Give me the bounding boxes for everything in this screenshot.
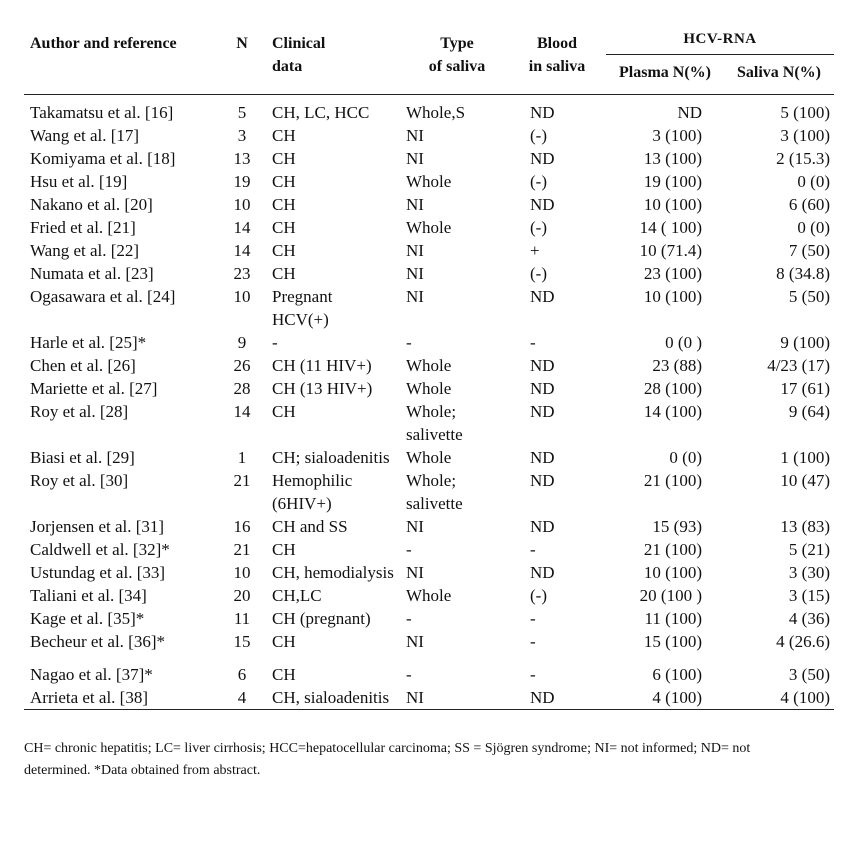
table-row <box>24 515 834 538</box>
cell-saliva: 0 (0) <box>797 218 830 237</box>
cell-blood: ND <box>530 195 555 214</box>
cell-blood: ND <box>530 356 555 375</box>
cell-type-line1: NI <box>406 563 424 582</box>
cell-type-line1: NI <box>406 126 424 145</box>
cell-clinical <box>266 193 406 216</box>
cell-clinical-line1: CH, LC, HCC <box>272 103 370 122</box>
cell-plasma: 6 (100) <box>652 665 702 684</box>
cell-type-line1: NI <box>406 149 424 168</box>
table-row <box>24 193 834 216</box>
cell-n: 26 <box>233 356 251 375</box>
header-blood <box>508 22 606 95</box>
cell-n: 4 <box>237 688 247 707</box>
cell-n: 6 <box>237 665 247 684</box>
cell-clinical-line1: CH <box>272 402 296 421</box>
cell-blood: - <box>530 665 536 684</box>
table-footnote <box>24 738 836 782</box>
cell-clinical-line1: CH, hemodialysis <box>272 563 394 582</box>
cell-saliva: 6 (60) <box>788 195 830 214</box>
cell-author: Kage et al. [35]* <box>30 609 145 628</box>
cell-clinical-line1: CH <box>272 632 296 651</box>
cell-clinical-line1: CH and SS <box>272 517 348 536</box>
cell-n: 9 <box>237 333 247 352</box>
cell-clinical-line1: CH <box>272 126 296 145</box>
cell-clinical <box>266 686 406 710</box>
table-row <box>24 124 834 147</box>
header-type-line1: Type <box>440 35 474 52</box>
cell-clinical <box>266 515 406 538</box>
header-saliva: Saliva N(%) <box>737 64 821 81</box>
cell-blood: ND <box>530 688 555 707</box>
footnote-line1: CH= chronic hepatitis; LC= liver cirrhosis; HCC=hepatocellular carcinoma; SS = Sjögren syndrome; NI= not informed; ND= not <box>24 741 751 756</box>
cell-author: Roy et al. [28] <box>30 402 129 421</box>
cell-type-line1: Whole <box>406 356 452 375</box>
cell-n: 1 <box>237 448 247 467</box>
cell-type <box>406 354 508 377</box>
cell-saliva: 4 (100) <box>780 688 830 707</box>
cell-n: 28 <box>233 379 251 398</box>
cell-type <box>406 331 508 354</box>
cell-blood: - <box>530 632 536 651</box>
cell-blood: ND <box>530 149 555 168</box>
cell-n: 16 <box>233 517 251 536</box>
cell-author: Ogasawara et al. [24] <box>30 287 176 306</box>
cell-saliva: 4 (36) <box>788 609 830 628</box>
table-row <box>24 101 834 124</box>
cell-type <box>406 377 508 400</box>
table-header <box>24 22 834 101</box>
cell-clinical-line2: HCV(+) <box>272 310 329 329</box>
cell-type <box>406 216 508 239</box>
cell-clinical <box>266 331 406 354</box>
cell-author: Harle et al. [25]* <box>30 333 147 352</box>
cell-clinical <box>266 239 406 262</box>
cell-n: 3 <box>237 126 247 145</box>
table-row <box>24 262 834 285</box>
cell-saliva: 1 (100) <box>780 448 830 467</box>
cell-clinical-line1: CH, sialoadenitis <box>272 688 390 707</box>
cell-type-line1: Whole <box>406 379 452 398</box>
cell-type-line1: NI <box>406 241 424 260</box>
cell-blood: - <box>530 609 536 628</box>
cell-author: Arrieta et al. [38] <box>30 688 148 707</box>
header-plasma: Plasma N(%) <box>619 64 711 81</box>
hcv-saliva-table <box>24 22 834 716</box>
table-body <box>24 101 834 710</box>
cell-clinical <box>266 538 406 561</box>
cell-clinical <box>266 147 406 170</box>
cell-type-line1: NI <box>406 195 424 214</box>
cell-plasma: 10 (71.4) <box>639 241 702 260</box>
table-row <box>24 469 834 515</box>
table-row <box>24 239 834 262</box>
header-type <box>406 22 508 95</box>
row-spacer <box>24 653 834 663</box>
cell-type <box>406 686 508 710</box>
cell-n: 11 <box>233 609 251 628</box>
cell-author: Roy et al. [30] <box>30 471 129 490</box>
cell-clinical <box>266 561 406 584</box>
cell-blood: (-) <box>530 126 547 145</box>
cell-clinical <box>266 101 406 124</box>
cell-type <box>406 607 508 630</box>
cell-clinical <box>266 469 406 515</box>
cell-clinical-line2: (6HIV+) <box>272 494 332 513</box>
cell-clinical-line1: CH <box>272 149 296 168</box>
cell-clinical-line1: Hemophilic <box>272 471 353 490</box>
footnote-line2: determined. *Data obtained from abstract. <box>24 763 261 778</box>
cell-type-line1: Whole <box>406 172 452 191</box>
cell-n: 14 <box>233 218 251 237</box>
header-type-line2: of saliva <box>428 58 486 75</box>
table-row <box>24 538 834 561</box>
table-row <box>24 377 834 400</box>
header-blood-line1: Blood <box>536 35 577 52</box>
cell-clinical <box>266 216 406 239</box>
cell-plasma: 4 (100) <box>652 688 702 707</box>
cell-clinical <box>266 663 406 686</box>
cell-clinical <box>266 262 406 285</box>
table-row <box>24 147 834 170</box>
cell-type <box>406 147 508 170</box>
cell-saliva: 3 (30) <box>788 563 830 582</box>
cell-author: Becheur et al. [36]* <box>30 632 165 651</box>
cell-blood: ND <box>530 103 555 122</box>
cell-type-line1: NI <box>406 264 424 283</box>
cell-saliva: 9 (64) <box>788 402 830 421</box>
cell-plasma: 19 (100) <box>643 172 702 191</box>
cell-type <box>406 446 508 469</box>
cell-type-line1: Whole; <box>406 471 457 490</box>
cell-blood: ND <box>530 471 555 490</box>
cell-author: Nakano et al. [20] <box>30 195 153 214</box>
cell-blood: - <box>530 540 536 559</box>
cell-blood: - <box>530 333 536 352</box>
cell-author: Hsu et al. [19] <box>30 172 128 191</box>
header-clinical-line2: data <box>272 58 303 75</box>
table-row <box>24 584 834 607</box>
cell-clinical-line1: CH <box>272 172 296 191</box>
cell-type-line1: NI <box>406 632 424 651</box>
cell-type-line1: NI <box>406 688 424 707</box>
cell-plasma: 10 (100) <box>643 287 702 306</box>
cell-clinical-line1: CH,LC <box>272 586 322 605</box>
cell-author: Takamatsu et al. [16] <box>30 103 174 122</box>
cell-type <box>406 170 508 193</box>
cell-type-line1: - <box>406 333 412 352</box>
table-row <box>24 607 834 630</box>
cell-clinical <box>266 170 406 193</box>
cell-n: 10 <box>233 287 251 306</box>
cell-author: Chen et al. [26] <box>30 356 136 375</box>
cell-type <box>406 584 508 607</box>
cell-type-line1: - <box>406 609 412 628</box>
cell-author: Nagao et al. [37]* <box>30 665 153 684</box>
cell-author: Taliani et al. [34] <box>30 586 147 605</box>
cell-blood: ND <box>530 379 555 398</box>
cell-plasma: 15 (93) <box>652 517 702 536</box>
cell-type <box>406 193 508 216</box>
table-row <box>24 561 834 584</box>
table-row <box>24 400 834 446</box>
cell-clinical-line1: CH <box>272 264 296 283</box>
table-row <box>24 446 834 469</box>
cell-clinical-line1: - <box>272 333 278 352</box>
header-blood-line2: in saliva <box>528 58 586 75</box>
header-hcv-rna-group <box>606 22 834 55</box>
cell-blood: + <box>530 241 540 260</box>
cell-clinical <box>266 446 406 469</box>
header-clinical <box>266 22 406 95</box>
cell-saliva: 5 (21) <box>788 540 830 559</box>
table-row <box>24 686 834 710</box>
cell-plasma: 21 (100) <box>643 540 702 559</box>
header-clinical-line1: Clinical <box>272 35 326 52</box>
cell-author: Fried et al. [21] <box>30 218 136 237</box>
cell-blood: (-) <box>530 264 547 283</box>
cell-plasma: 23 (88) <box>652 356 702 375</box>
cell-type <box>406 630 508 653</box>
cell-saliva: 8 (34.8) <box>776 264 830 283</box>
cell-plasma: 10 (100) <box>643 195 702 214</box>
cell-type <box>406 239 508 262</box>
cell-clinical-line1: CH <box>272 241 296 260</box>
cell-author: Biasi et al. [29] <box>30 448 135 467</box>
cell-saliva: 17 (61) <box>780 379 830 398</box>
cell-n: 14 <box>233 402 251 421</box>
cell-n: 10 <box>233 563 251 582</box>
cell-blood: ND <box>530 448 555 467</box>
cell-plasma: 0 (0 ) <box>665 333 702 352</box>
cell-saliva: 0 (0) <box>797 172 830 191</box>
cell-type <box>406 663 508 686</box>
cell-clinical-line1: CH <box>272 195 296 214</box>
cell-type <box>406 285 508 331</box>
cell-n: 15 <box>233 632 251 651</box>
cell-clinical-line1: CH (11 HIV+) <box>272 356 372 375</box>
cell-clinical-line1: CH <box>272 540 296 559</box>
cell-n: 5 <box>237 103 247 122</box>
cell-type <box>406 469 508 515</box>
cell-blood: ND <box>530 402 555 421</box>
table-row <box>24 285 834 331</box>
cell-saliva: 2 (15.3) <box>776 149 830 168</box>
cell-plasma: 14 (100) <box>643 402 702 421</box>
cell-clinical <box>266 400 406 446</box>
table-row <box>24 630 834 653</box>
cell-n: 19 <box>233 172 251 191</box>
cell-n: 14 <box>233 241 251 260</box>
cell-type <box>406 124 508 147</box>
cell-saliva: 7 (50) <box>788 241 830 260</box>
cell-type-line1: Whole <box>406 586 452 605</box>
cell-blood: (-) <box>530 218 547 237</box>
cell-author: Jorjensen et al. [31] <box>30 517 165 536</box>
cell-clinical <box>266 377 406 400</box>
cell-saliva: 4 (26.6) <box>776 632 830 651</box>
cell-blood: ND <box>530 563 555 582</box>
cell-plasma: 11 (100) <box>644 609 702 628</box>
cell-saliva: 5 (50) <box>788 287 830 306</box>
cell-blood: ND <box>530 517 555 536</box>
cell-clinical <box>266 607 406 630</box>
table-bottom-rule <box>24 710 834 717</box>
cell-saliva: 5 (100) <box>780 103 830 122</box>
cell-plasma: ND <box>677 103 702 122</box>
cell-type-line2: salivette <box>406 425 463 444</box>
cell-author: Caldwell et al. [32]* <box>30 540 170 559</box>
hcv-saliva-table-container <box>24 22 834 716</box>
cell-clinical-line1: CH (13 HIV+) <box>272 379 373 398</box>
cell-author: Wang et al. [17] <box>30 126 140 145</box>
cell-author: Numata et al. [23] <box>30 264 154 283</box>
table-row <box>24 170 834 193</box>
cell-plasma: 0 (0) <box>669 448 702 467</box>
cell-saliva: 9 (100) <box>780 333 830 352</box>
cell-n: 21 <box>233 471 251 490</box>
cell-type-line1: NI <box>406 517 424 536</box>
header-n: N <box>236 35 248 52</box>
cell-plasma: 28 (100) <box>643 379 702 398</box>
cell-n: 23 <box>233 264 251 283</box>
header-hcv-rna-label: HCV-RNA <box>683 31 757 47</box>
cell-clinical <box>266 354 406 377</box>
cell-type <box>406 101 508 124</box>
header-author: Author and reference <box>30 35 177 52</box>
cell-blood: (-) <box>530 586 547 605</box>
cell-clinical-line1: CH (pregnant) <box>272 609 371 628</box>
cell-clinical-line1: CH <box>272 665 296 684</box>
table-row <box>24 216 834 239</box>
cell-author: Mariette et al. [27] <box>30 379 158 398</box>
cell-plasma: 15 (100) <box>643 632 702 651</box>
cell-type-line2: salivette <box>406 494 463 513</box>
table-row <box>24 354 834 377</box>
cell-n: 21 <box>233 540 251 559</box>
cell-type-line1: Whole; <box>406 402 457 421</box>
cell-author: Ustundag et al. [33] <box>30 563 166 582</box>
cell-clinical <box>266 630 406 653</box>
cell-plasma: 13 (100) <box>643 149 702 168</box>
cell-clinical-line1: Pregnant <box>272 287 333 306</box>
cell-type <box>406 561 508 584</box>
cell-type <box>406 262 508 285</box>
cell-type-line1: Whole,S <box>406 103 466 122</box>
cell-type <box>406 538 508 561</box>
cell-type <box>406 515 508 538</box>
cell-plasma: 23 (100) <box>643 264 702 283</box>
cell-author: Wang et al. [22] <box>30 241 140 260</box>
cell-plasma: 3 (100) <box>652 126 702 145</box>
cell-type-line1: - <box>406 540 412 559</box>
table-row <box>24 663 834 686</box>
cell-type-line1: Whole <box>406 448 452 467</box>
cell-blood: ND <box>530 287 555 306</box>
cell-clinical-line1: CH <box>272 218 296 237</box>
cell-plasma: 14 ( 100) <box>639 218 702 237</box>
cell-n: 13 <box>233 149 251 168</box>
cell-saliva: 3 (15) <box>788 586 830 605</box>
cell-n: 20 <box>233 586 251 605</box>
cell-clinical <box>266 285 406 331</box>
cell-clinical <box>266 584 406 607</box>
cell-saliva: 3 (50) <box>788 665 830 684</box>
cell-saliva: 3 (100) <box>780 126 830 145</box>
cell-type-line1: Whole <box>406 218 452 237</box>
cell-type <box>406 400 508 446</box>
cell-blood: (-) <box>530 172 547 191</box>
cell-saliva: 10 (47) <box>780 471 830 490</box>
cell-clinical-line1: CH; sialoadenitis <box>272 448 390 467</box>
cell-plasma: 21 (100) <box>643 471 702 490</box>
cell-saliva: 4/23 (17) <box>767 356 830 375</box>
cell-plasma: 20 (100 ) <box>639 586 702 605</box>
cell-n: 10 <box>233 195 251 214</box>
cell-author: Komiyama et al. [18] <box>30 149 176 168</box>
cell-type-line1: NI <box>406 287 424 306</box>
cell-plasma: 10 (100) <box>643 563 702 582</box>
cell-saliva: 13 (83) <box>780 517 830 536</box>
table-row <box>24 331 834 354</box>
cell-clinical <box>266 124 406 147</box>
cell-type-line1: - <box>406 665 412 684</box>
